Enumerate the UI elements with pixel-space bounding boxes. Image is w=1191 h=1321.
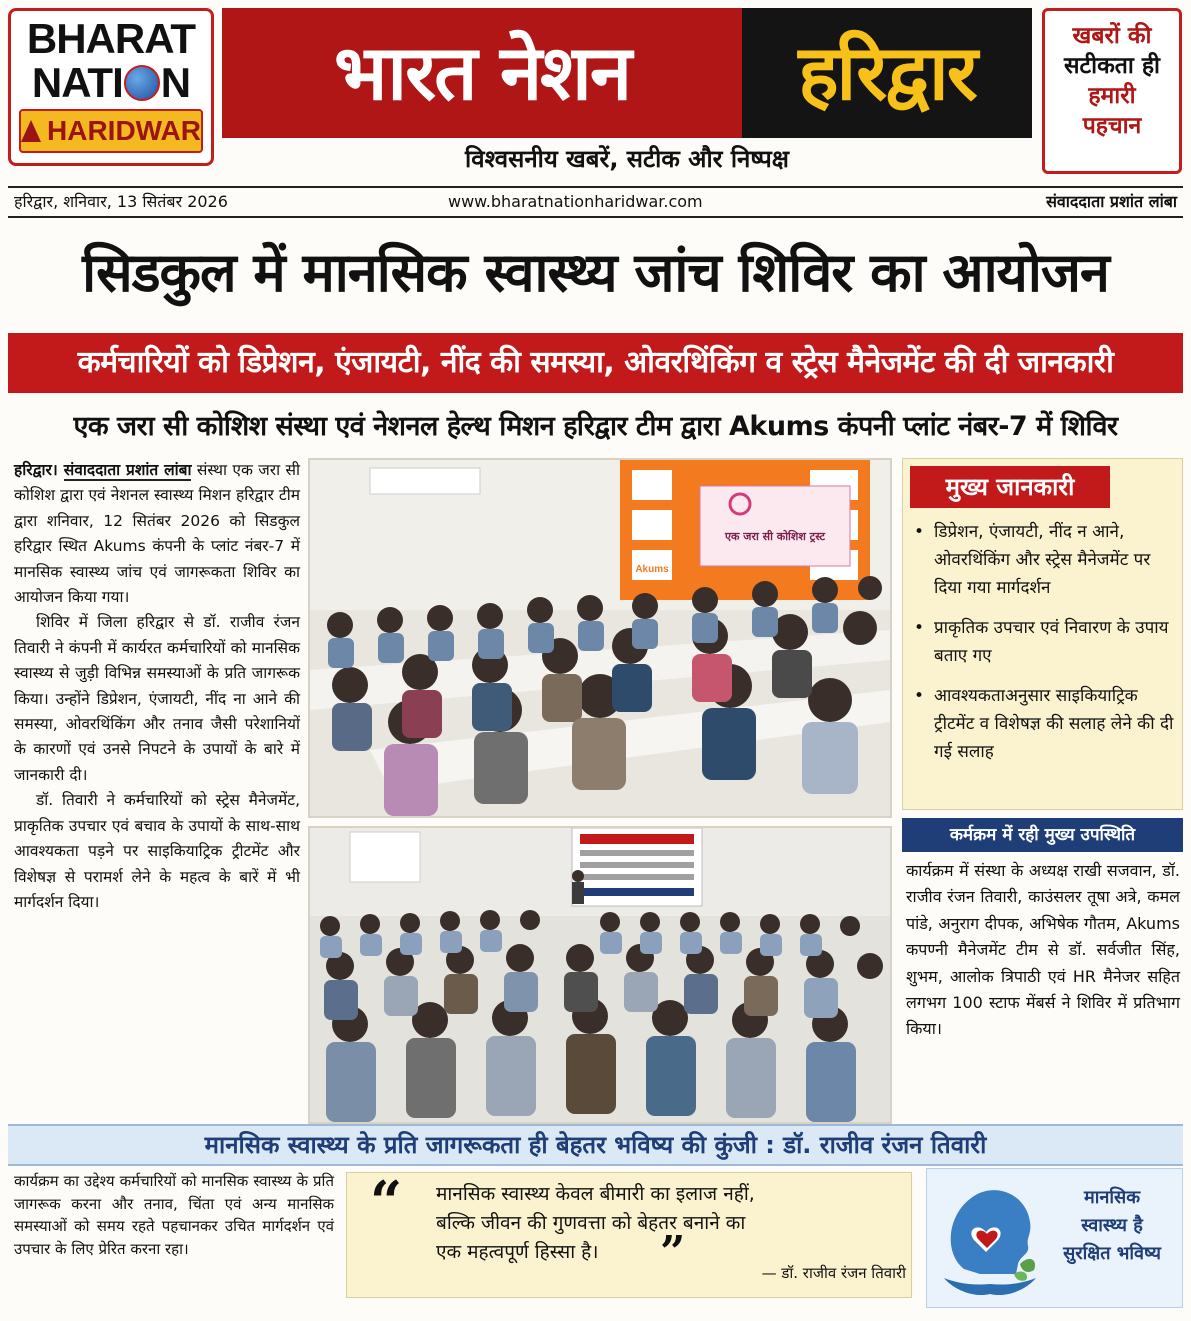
quote-attribution: — डॉ. राजीव रंजन तिवारी	[761, 1264, 906, 1282]
masthead-title-red: भारत नेशन	[222, 8, 742, 138]
masthead-title-dark: हरिद्वार	[742, 8, 1032, 138]
bottom-paragraph: कार्यक्रम का उद्देश्य कर्मचारियों को मानसिक स्वास्थ्य के प्रति जागरूक करना और तनाव, चिंता एवं अन्य मानसिक समस्याओं को समय रहते पहचानकर उचित मार्गदर्शन एवं उपचार के लिए प्रेरित करना रहा।	[14, 1172, 334, 1258]
slogan-line-4: पहचान	[1082, 113, 1142, 139]
photo-wall-text: Akums	[635, 564, 669, 575]
logo-nation-b: N	[160, 59, 191, 106]
article-paragraph-3: डॉ. तिवारी ने कर्मचारियों को स्ट्रेस मैनेजमेंट, प्राकृतिक उपचार एवं बचाव के उपायों के साथ-साथ आवश्यकता पड़ने पर साइकियाट्रिक ट्रीटमेंट और विशेषज्ञ से परामर्श लेने के महत्व के बारें में भी मार्गदर्शन दिया।	[14, 791, 300, 911]
slogan-box	[1042, 8, 1182, 174]
masthead-tagline: विश्वसनीय खबरें, सटीक और निष्पक्ष	[465, 145, 789, 173]
attendance-title: कर्मक्रम में रही मुख्य उपस्थिति	[902, 818, 1183, 852]
main-headline: सिडकुल में मानसिक स्वास्थ्य जांच शिविर का आयोजन	[82, 241, 1109, 304]
secondary-subheadline: एक जरा सी कोशिश संस्था एवं नेशनल हेल्थ मिशन हरिद्वार टीम द्वारा Akums कंपनी प्लांट नंबर-7 में शिविर	[73, 411, 1118, 442]
event-photo-2-scene	[310, 828, 890, 1122]
mh-slogan-line-2: स्वास्थ्य है	[1081, 1215, 1143, 1236]
article-paragraph-2: शिविर में जिला हरिद्वार से डॉ. राजीव रंजन तिवारी ने कंपनी में कार्यरत कर्मचारियों को मानसिक स्वास्थ्य से जुड़ी विभिन्न समस्याओं के प्रति जागरूक किया। उन्होंने डिप्रेशन, एंजायटी, नींद ना आने की समस्या, ओवरथिंकिंग और तनाव जैसी परेशानियों के कारणों एवं उनसे निपटने के उपायों के बारे में जानकारी दी।	[14, 613, 300, 784]
logo-nation-a: NATI	[31, 59, 123, 106]
event-photo-1[interactable]	[308, 458, 892, 818]
head-heart-hands-icon	[934, 1174, 1044, 1302]
article-paragraph-1	[14, 458, 300, 610]
photo-banner-text: एक जरा सी कोशिश ट्रस्ट	[724, 530, 826, 543]
logo-haridwar-text: HARIDWAR	[47, 115, 201, 146]
site-logo[interactable]	[8, 8, 214, 166]
dateline-reporter: संवाददाता प्रशांत लांबा	[1046, 192, 1177, 211]
quote-banner: मानसिक स्वास्थ्य के प्रति जागरूकता ही बेहतर भविष्य की कुंजी : डॉ. राजीव रंजन तिवारी	[8, 1124, 1183, 1166]
key-info-item: • आवश्यकताअनुसार साइकियाट्रिक ट्रीटमेंट व विशेषज्ञ की सलाह लेने की दी गई सलाह	[908, 682, 1178, 766]
close-quote-icon: ”	[660, 1227, 686, 1278]
mental-health-slogan	[1046, 1184, 1178, 1294]
mh-slogan-line-3: सुरक्षित भविष्य	[1063, 1243, 1161, 1264]
article-dateline-place: हरिद्वार।	[14, 461, 58, 479]
website-link[interactable]: www.bharatnationharidwar.com	[448, 192, 703, 211]
event-photo-1-scene	[310, 460, 890, 816]
article-body	[14, 458, 300, 1118]
key-info-title: मुख्य जानकारी	[910, 466, 1110, 508]
key-info-item: • डिप्रेशन, एंजायटी, नींद न आने, ओवरथिंकिंग और स्ट्रेस मैनेजमेंट पर दिया गया मार्गदर्शन	[908, 518, 1178, 602]
event-photo-2[interactable]	[308, 826, 892, 1124]
dateline-bar	[8, 186, 1183, 218]
key-info-list	[908, 518, 1178, 808]
article-p1-text: संस्था एक जरा सी कोशिश द्वारा एवं नेशनल स्वास्थ्य मिशन हरिद्वार टीम द्वारा शनिवार, 12 सितंबर 2026 को सिडकुल हरिद्वार स्थित Akums कंपनी के प्लांट नंबर-7 में मानसिक स्वास्थ्य जांच एवं जागरूकता शिविर का आयोजन किया गया।	[14, 461, 300, 607]
open-quote-icon: “	[370, 1169, 403, 1235]
mh-slogan-line-1: मानसिक	[1083, 1187, 1141, 1208]
logo-line-nation	[11, 61, 211, 105]
slogan-line-1: खबरों की	[1072, 23, 1152, 49]
slogan-line-3: हमारी	[1088, 83, 1136, 109]
globe-icon	[124, 65, 160, 101]
attendance-text: कार्यक्रम में संस्था के अध्यक्ष राखी सजवान, डॉ. राजीव रंजन तिवारी, काउंसलर तूषा अत्रे, कमल पांडे, अनुराग दीपक, अभिषेक गौतम, Akums कपण्नी मैनेजमेंट टीम से डॉ. सर्वजीत सिंह, शुभम, आलोक त्रिपाठी एवं HR मैनेजर सहित लगभग 100 स्टाफ मेंबर्स ने शिविर में प्रतिभाग किया।	[906, 861, 1180, 1039]
quote-line-1: मानसिक स्वास्थ्य केवल बीमारी का इलाज नहीं,	[436, 1183, 755, 1205]
logo-line-bharat: BHARAT	[26, 15, 196, 62]
quote-line-3: एक महत्वपूर्ण हिस्सा है।	[436, 1241, 599, 1263]
logo-haridwar-badge	[19, 109, 203, 153]
article-dateline-reporter: संवाददाता प्रशांत लांबा	[63, 461, 192, 479]
quote-line-2: बल्कि जीवन की गुणवत्ता को बेहतर बनाने का	[436, 1212, 746, 1234]
dateline-place-date: हरिद्वार, शनिवार, 13 सितंबर 2026	[14, 192, 228, 211]
red-subheadline: कर्मचारियों को डिप्रेशन, एंजायटी, नींद की समस्या, ओवरथिंकिंग व स्ट्रेस मैनेजमेंट की दी जानकारी	[8, 333, 1183, 393]
key-info-item: • प्राकृतिक उपचार एवं निवारण के उपाय बताए गए	[908, 614, 1178, 670]
slogan-line-2: सटीकता ही	[1063, 53, 1160, 79]
temple-icon	[21, 120, 41, 142]
